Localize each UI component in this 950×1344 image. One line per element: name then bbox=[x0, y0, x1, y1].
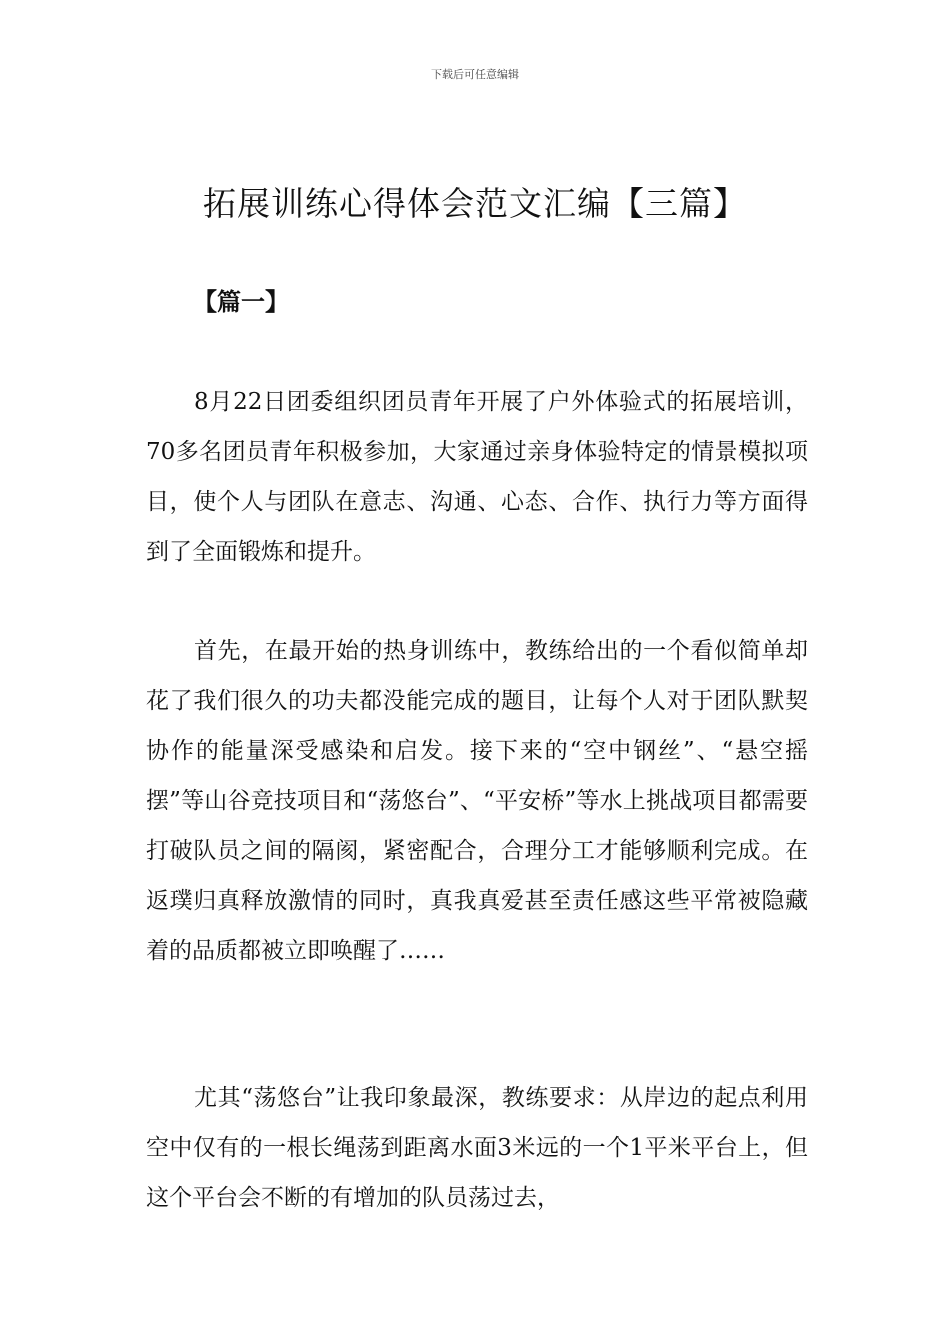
page-header-note: 下载后可任意编辑 bbox=[431, 68, 519, 81]
body-paragraph-3: 尤其“荡悠台”让我印象最深，教练要求：从岸边的起点利用空中仅有的一根长绳荡到距离水面3米远的一个1平米平台上，但这个平台会不断的有增加的队员荡过去， bbox=[146, 1085, 808, 1211]
section-heading: 【篇一】 bbox=[193, 288, 289, 316]
document-title: 拓展训练心得体会范文汇编【三篇】 bbox=[203, 184, 747, 223]
body-paragraph-1: 8月22日团委组织团员青年开展了户外体验式的拓展培训，70多名团员青年积极参加，大家通过亲身体验特定的情景模拟项目，使个人与团队在意志、沟通、心态、合作、执行力等方面得到了全面锻炼和提升。 bbox=[146, 389, 808, 565]
body-paragraph-2: 首先，在最开始的热身训练中，教练给出的一个看似简单却花了我们很久的功夫都没能完成的题目，让每个人对于团队默契协作的能量深受感染和启发。接下来的“空中钢丝”、“悬空摇摆”等山谷竞技项目和“荡悠台”、“平安桥”等水上挑战项目都需要打破队员之间的隔阂，紧密配合，合理分工才能够顺利完成。在返璞归真释放激情的同时，真我真爱甚至责任感这些平常被隐藏着的品质都被立即唤醒了…… bbox=[146, 638, 808, 964]
